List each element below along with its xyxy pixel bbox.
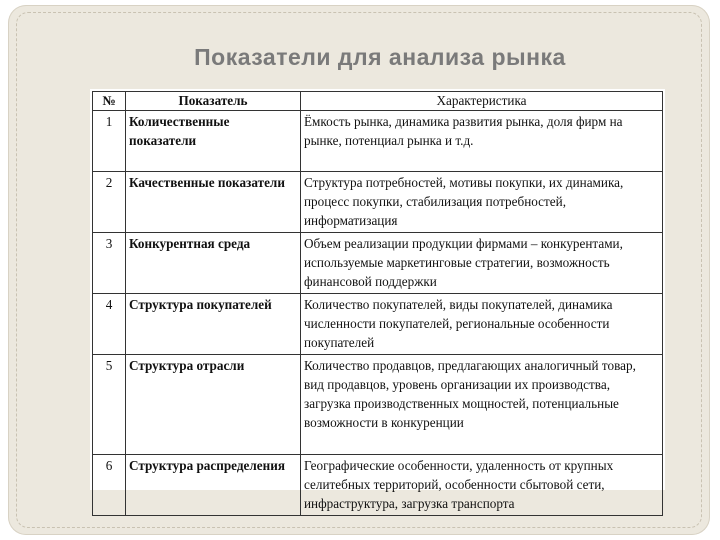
row-number: 6 (93, 455, 126, 516)
row-number: 4 (93, 294, 126, 355)
row-characteristic: Географические особенности, удаленность от крупных селитебных территорий, особенности сбытовой сети, инфраструктура, загрузка транспорта (301, 455, 663, 516)
row-characteristic: Структура потребностей, мотивы покупки, их динамика, процесс покупки, стабилизация потребностей, информатизация (301, 172, 663, 233)
table-row (93, 172, 663, 233)
indicators-table (92, 91, 663, 516)
row-indicator: Количественные показатели (126, 111, 301, 172)
row-indicator: Структура распределения (126, 455, 301, 516)
row-number: 2 (93, 172, 126, 233)
table-row (93, 111, 663, 172)
row-indicator: Структура отрасли (126, 355, 301, 455)
header-characteristic: Характеристика (301, 92, 663, 111)
table-row (93, 455, 663, 516)
row-characteristic: Количество покупателей, виды покупателей, динамика численности покупателей, региональные особенности покупателей (301, 294, 663, 355)
row-number: 1 (93, 111, 126, 172)
row-characteristic: Количество продавцов, предлагающих аналогичный товар, вид продавцов, уровень организации их производства, загрузка производственных мощностей, потенциальные возможности в конкуренции (301, 355, 663, 455)
table-row (93, 355, 663, 455)
table-row (93, 294, 663, 355)
row-characteristic: Ёмкость рынка, динамика развития рынка, доля фирм на рынке, потенциал рынка и т.д. (301, 111, 663, 172)
row-indicator: Качественные показатели (126, 172, 301, 233)
table-row (93, 233, 663, 294)
row-number: 5 (93, 355, 126, 455)
header-indicator: Показатель (126, 92, 301, 111)
slide-title: Показатели для анализа рынка (194, 44, 566, 70)
row-indicator: Конкурентная среда (126, 233, 301, 294)
row-indicator: Структура покупателей (126, 294, 301, 355)
table-header-row (93, 92, 663, 111)
indicators-table-container (90, 89, 665, 511)
row-number: 3 (93, 233, 126, 294)
row-characteristic: Объем реализации продукции фирмами – конкурентами, используемые маркетинговые стратегии, возможность финансовой поддержки (301, 233, 663, 294)
header-number: № (93, 92, 126, 111)
